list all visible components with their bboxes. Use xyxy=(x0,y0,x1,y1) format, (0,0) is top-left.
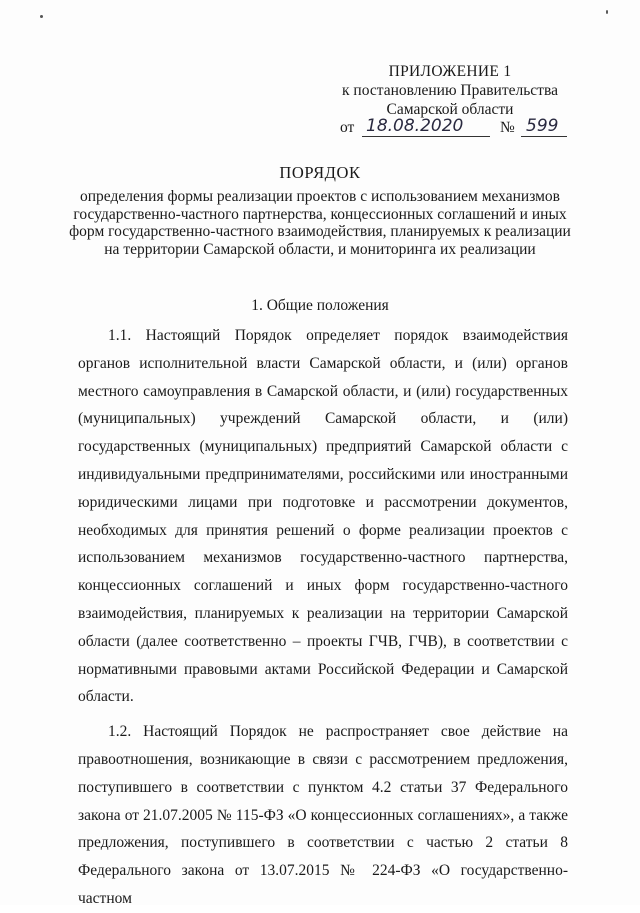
annex-reference-line: к постановлению Правительства xyxy=(342,82,558,99)
document-title: ПОРЯДОК xyxy=(279,163,361,182)
scan-speck xyxy=(40,15,43,18)
paragraph-1-1: 1.1. Настоящий Порядок определяет порядок взаимодействия органов исполнительной власти Самарской области, и (или) органов местного самоуправления в Самарской области, и (или) государственных (муниципальных) учреждений Самарской области, и (или) государственных (муниципальных) предприятий Самарской области с индивидуальными предпринимателями, российскими или иностранными юридическими лицами при подготовке и рассмотрении документов, необходимых для принятия решений о форме реализации проектов с использованием механизмов государственно-частного партнерства, концессионных соглашений и иных форм государственно-частного взаимодействия, планируемых к реализации на территории Самарской области (далее соответственно – проекты ГЧВ, ГЧВ), в соответствии с нормативными правовыми актами Российской Федерации и Самарской области. xyxy=(78,327,568,706)
scan-speck xyxy=(606,10,608,14)
annex-title: ПРИЛОЖЕНИЕ 1 xyxy=(388,63,512,80)
from-label: от xyxy=(340,119,355,136)
section-heading: 1. Общие положения xyxy=(251,297,389,314)
resolution-date-number-row xyxy=(340,117,580,141)
number-label: № xyxy=(500,119,515,136)
handwritten-number: 599 xyxy=(526,116,559,136)
annex-header xyxy=(330,62,570,119)
number-underline xyxy=(521,136,567,137)
annex-region-line: Самарской области xyxy=(386,101,514,118)
document-body xyxy=(78,322,568,913)
paragraph-1-2: 1.2. Настоящий Порядок не распространяет свое действие на правоотношения, возникающие в связи с рассмотрением предложения, поступившего в соответствии с пунктом 4.2 статьи 37 Федерального закона от 21.07.2005 № 115-ФЗ «О концессионных соглашениях», а также предложения, поступившего в соответствии с частью 2 статьи 8 Федерального закона от 13.07.2015 № 224-ФЗ «О государственно-частном xyxy=(78,723,568,907)
date-underline xyxy=(362,136,490,137)
handwritten-date: 18.08.2020 xyxy=(366,116,464,136)
document-subtitle: определения формы реализации проектов с использованием механизмов государственно-частного партнерства, концессионных соглашений и иных форм государственно-частного взаимодействия, планируемых к реализации на территории Самарской области, и мониторинга их реализации xyxy=(69,188,571,258)
